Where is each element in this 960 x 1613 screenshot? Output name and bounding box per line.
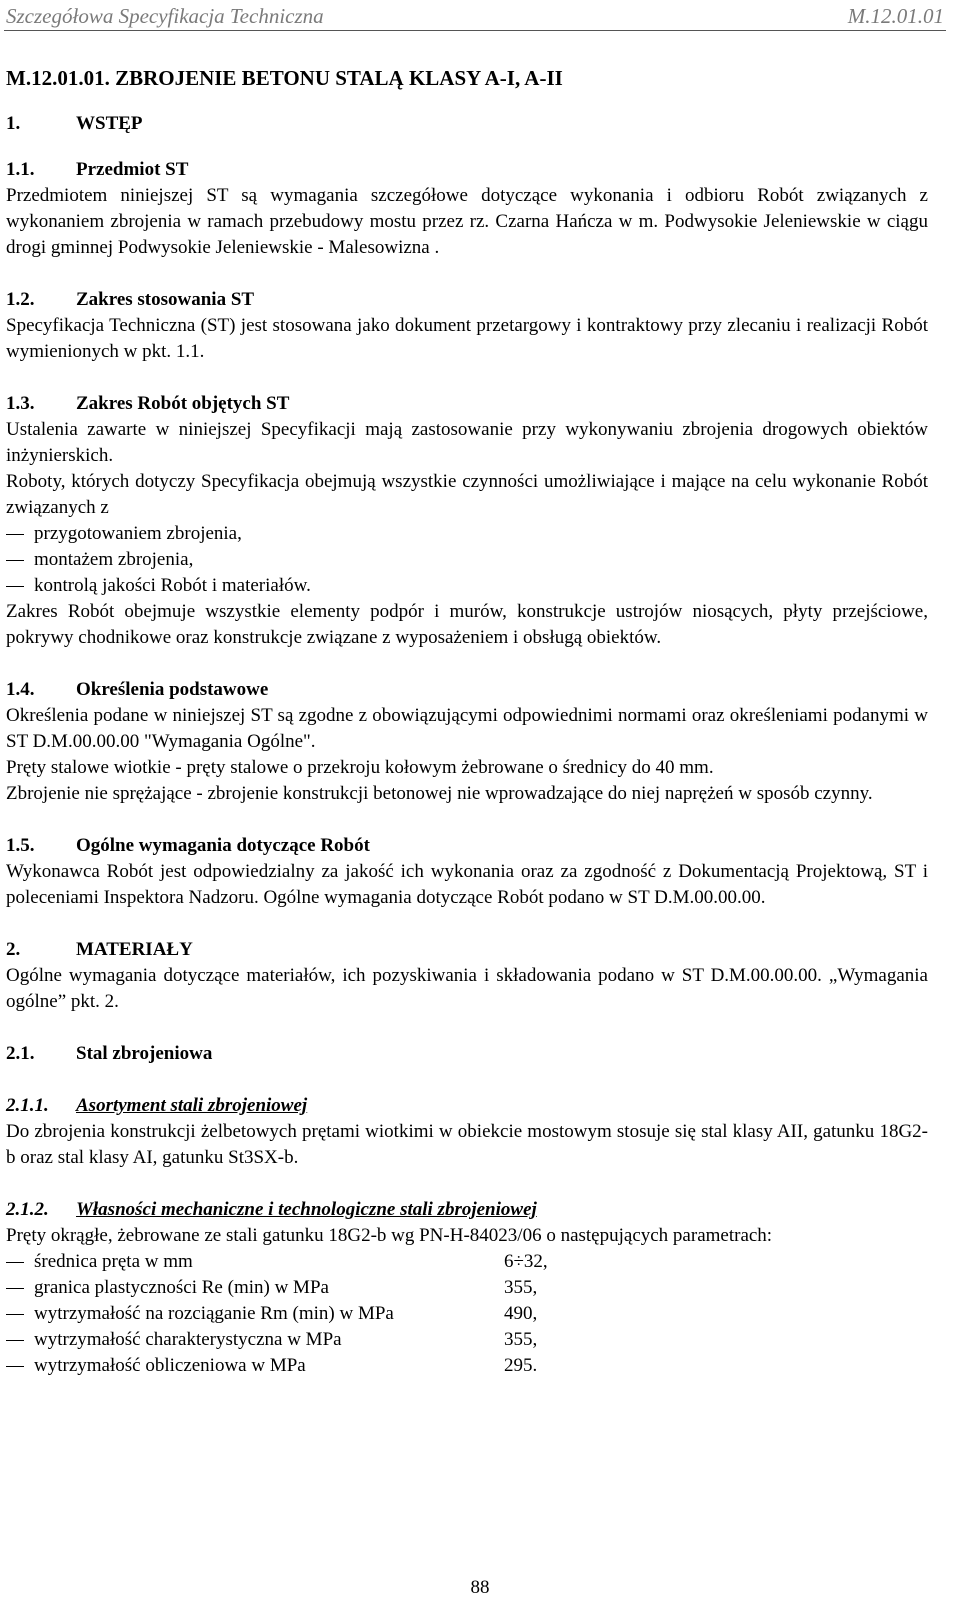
parameter-value: 355,: [504, 1277, 538, 1298]
section-2-1-1-heading: [6, 1093, 928, 1119]
section-1-3-paragraph-2: Roboty, których dotyczy Specyfikacja obejmują wszystkie czynności umożliwiające i mające na celu wykonanie Robót związanych z: [6, 471, 928, 518]
page-header: [4, 0, 946, 31]
parameter-name: średnica pręta w mm: [34, 1251, 193, 1272]
parameter-name: granica plastyczności Re (min) w MPa: [34, 1277, 329, 1298]
parameter-value: 355,: [504, 1329, 538, 1350]
section-1-3-paragraph-1: Ustalenia zawarte w niniejszej Specyfikacji mają zastosowanie przy wykonywaniu zbrojenia drogowych obiektów inżynierskich.: [6, 419, 928, 466]
section-number: 1.3.: [6, 393, 35, 414]
list-item: przygotowaniem zbrojenia,: [6, 521, 928, 547]
section-number: 2.: [6, 939, 21, 960]
section-number: 2.1.: [6, 1043, 35, 1064]
section-1-4-paragraph-1: Określenia podane w niniejszej ST są zgodne z obowiązującymi odpowiednimi normami oraz określeniami podanymi w ST D.M.00.00.00 "Wymagania Ogólne".: [6, 705, 928, 752]
parameter-row: [6, 1353, 928, 1379]
section-2-1-2-heading: [6, 1197, 928, 1223]
section-number: 2.1.1.: [6, 1095, 49, 1116]
section-1-4-paragraph-3: Zbrojenie nie sprężające - zbrojenie konstrukcji betonowej nie wprowadzające do niej naprężeń w sposób czynny.: [6, 783, 873, 804]
section-1-5-text: Wykonawca Robót jest odpowiedzialny za jakość ich wykonania oraz za zgodność z Dokumentacją Projektową, ST i poleceniami Inspektora Nadzoru. Ogólne wymagania dotyczące Robót podano w ST D.M.00.00.00.: [6, 861, 928, 908]
header-title: Szczegółowa Specyfikacja Techniczna: [6, 4, 324, 28]
section-2-text: Ogólne wymagania dotyczące materiałów, ich pozyskiwania i składowania podano w ST D.M.00.00.00. „Wymagania ogólne” pkt. 2.: [6, 965, 928, 1012]
section-number: 1.: [6, 113, 21, 134]
section-number: 1.5.: [6, 835, 35, 856]
section-1-3-heading: [6, 391, 928, 417]
section-number: 2.1.2.: [6, 1199, 49, 1220]
parameter-row: [6, 1327, 928, 1353]
parameters-list: [6, 1249, 928, 1379]
section-number: 1.1.: [6, 159, 35, 180]
section-title: MATERIAŁY: [76, 939, 193, 960]
list-item: montażem zbrojenia,: [6, 547, 928, 573]
parameter-value: 490,: [504, 1303, 538, 1324]
section-title: Własności mechaniczne i technologiczne stali zbrojeniowej: [76, 1199, 537, 1220]
parameter-value: 6÷32,: [504, 1251, 548, 1272]
section-1-4-heading: [6, 677, 928, 703]
section-2-1-heading: [6, 1041, 928, 1067]
parameter-row: [6, 1249, 928, 1275]
section-2-1-1-text: Do zbrojenia konstrukcji żelbetowych prętami wiotkimi w obiekcie mostowym stosuje się stal klasy AII, gatunku 18G2-b oraz stal klasy AI, gatunku St3SX-b.: [6, 1121, 928, 1168]
section-number: 1.2.: [6, 289, 35, 310]
document-title: M.12.01.01. ZBROJENIE BETONU STALĄ KLASY A-I, A-II: [6, 66, 563, 90]
section-1-4-paragraph-2: Pręty stalowe wiotkie - pręty stalowe o przekroju kołowym żebrowane o średnicy do 40 mm.: [6, 757, 714, 778]
section-1-1-heading: [6, 157, 928, 183]
parameter-value: 295.: [504, 1355, 538, 1376]
section-title: Zakres stosowania ST: [76, 289, 255, 310]
section-1-5-heading: [6, 833, 928, 859]
parameter-row: [6, 1301, 928, 1327]
header-code: M.12.01.01: [847, 4, 944, 28]
section-2-heading: [6, 937, 928, 963]
parameter-name: wytrzymałość na rozciąganie Rm (min) w MPa: [34, 1303, 394, 1324]
section-title: Określenia podstawowe: [76, 679, 269, 700]
list-item: kontrolą jakości Robót i materiałów.: [6, 573, 928, 599]
parameter-name: wytrzymałość obliczeniowa w MPa: [34, 1355, 306, 1376]
section-title: Przedmiot ST: [76, 159, 189, 180]
section-title: Zakres Robót objętych ST: [76, 393, 290, 414]
parameter-row: [6, 1275, 928, 1301]
section-title: Asortyment stali zbrojeniowej: [76, 1095, 308, 1116]
page-number: 88: [470, 1577, 490, 1598]
section-number: 1.4.: [6, 679, 35, 700]
section-title: Stal zbrojeniowa: [76, 1043, 213, 1064]
section-1-2-heading: [6, 287, 928, 313]
section-1-1-text: Przedmiotem niniejszej ST są wymagania szczegółowe dotyczące wykonania i odbioru Robót związanych z wykonaniem zbrojenia w ramach przebudowy mostu przez rz. Czarna Hańcza w m. Podwysokie Jeleniewskie w ciągu drogi gminnej Podwysokie Jeleniewskie - Malesowizna .: [6, 185, 928, 258]
document-body: [6, 65, 928, 1379]
parameter-name: wytrzymałość charakterystyczna w MPa: [34, 1329, 342, 1350]
section-title: Ogólne wymagania dotyczące Robót: [76, 835, 370, 856]
section-title: WSTĘP: [76, 113, 143, 134]
section-2-1-2-text: Pręty okrągłe, żebrowane ze stali gatunku 18G2-b wg PN-H-84023/06 o następujących parametrach:: [6, 1225, 773, 1246]
section-1-2-text: Specyfikacja Techniczna (ST) jest stosowana jako dokument przetargowy i kontraktowy przy zlecaniu i realizacji Robót wymienionych w pkt. 1.1.: [6, 315, 928, 362]
scope-list: [6, 521, 928, 599]
section-1-3-paragraph-3: Zakres Robót obejmuje wszystkie elementy podpór i murów, konstrukcje ustrojów niosących, płyty przejściowe, pokrywy chodnikowe oraz konstrukcje związane z wyposażeniem i obsługą obiektów.: [6, 601, 928, 648]
section-1-heading: [6, 111, 928, 137]
